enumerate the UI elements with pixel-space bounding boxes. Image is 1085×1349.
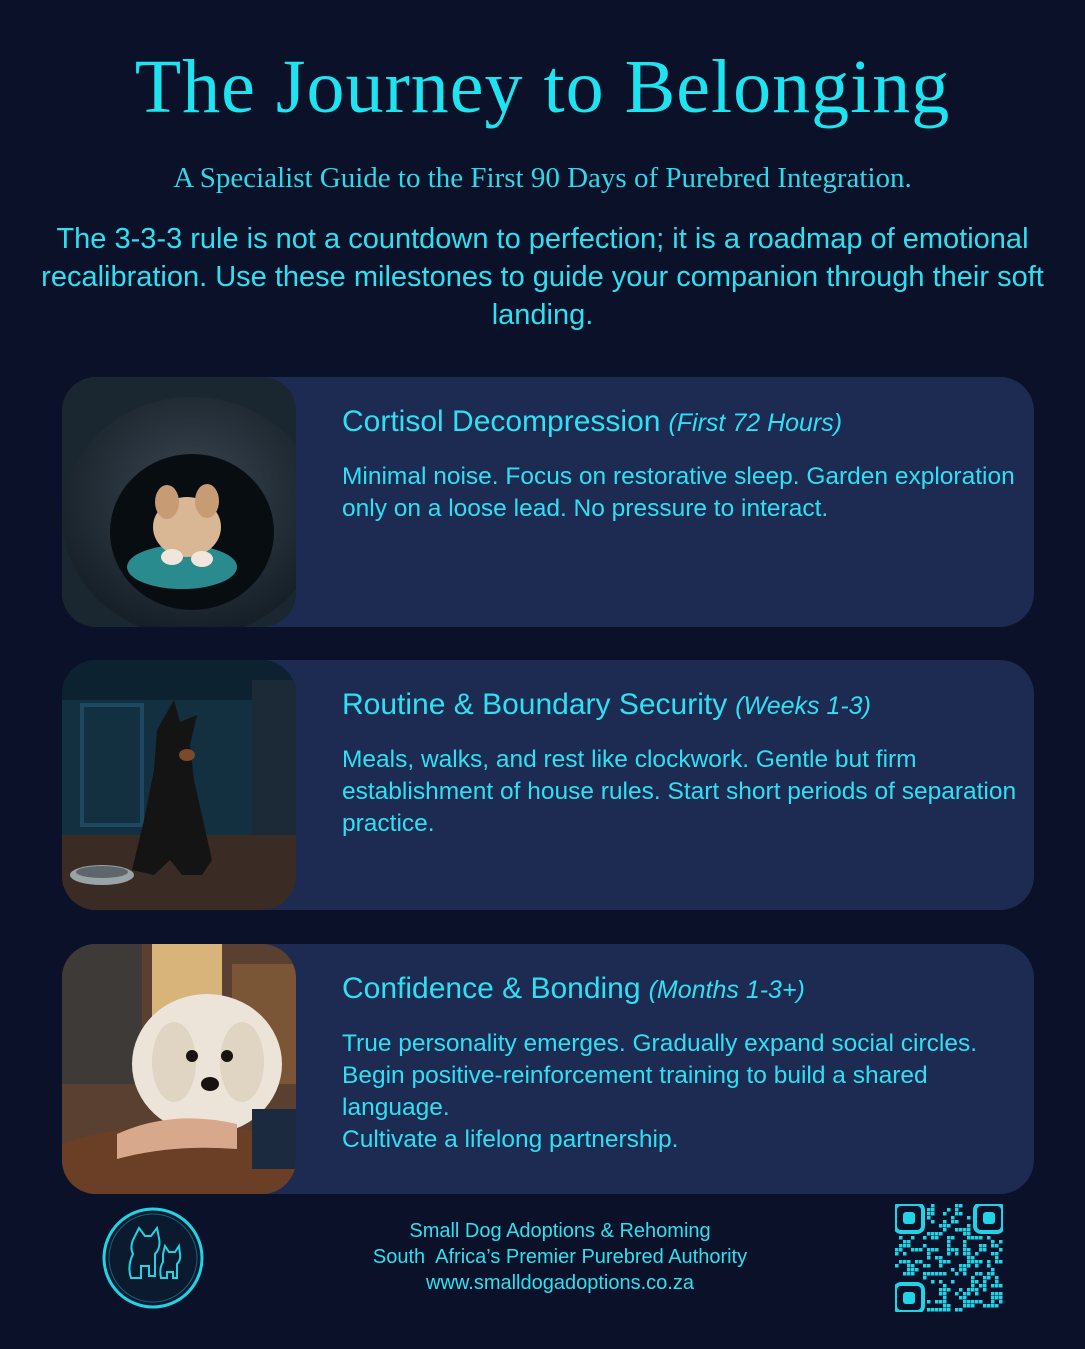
qr-finder-center — [903, 1212, 915, 1224]
qr-module — [987, 1236, 991, 1240]
qr-module — [999, 1292, 1003, 1296]
qr-module — [971, 1288, 975, 1292]
qr-module — [963, 1244, 967, 1248]
qr-module — [939, 1300, 943, 1304]
stage-period: (Months 1-3+) — [648, 976, 805, 1004]
qr-module — [935, 1232, 939, 1236]
qr-module — [947, 1224, 951, 1228]
qr-module — [991, 1300, 995, 1304]
qr-module — [963, 1292, 967, 1296]
qr-module — [979, 1272, 983, 1276]
qr-module — [995, 1304, 999, 1308]
qr-module — [947, 1248, 951, 1252]
qr-module — [927, 1208, 931, 1212]
stage-text: True personality emerges. Gradually expand social circles. Begin positive-reinforcement training to build a shared language. — [342, 1030, 978, 1121]
qr-module — [939, 1280, 943, 1284]
qr-module — [903, 1240, 907, 1244]
page-subtitle: A Specialist Guide to the First 90 Days of Purebred Integration. — [173, 162, 912, 194]
qr-module — [987, 1304, 991, 1308]
qr-module — [991, 1268, 995, 1272]
qr-module — [911, 1268, 915, 1272]
qr-module — [959, 1228, 963, 1232]
qr-module — [931, 1212, 935, 1216]
qr-module — [939, 1224, 943, 1228]
qr-module — [927, 1308, 931, 1312]
qr-module — [975, 1300, 979, 1304]
qr-module — [999, 1260, 1003, 1264]
qr-module — [947, 1288, 951, 1292]
qr-module — [975, 1264, 979, 1268]
qr-module — [919, 1260, 923, 1264]
stage-heading — [342, 688, 871, 722]
qr-module — [947, 1252, 951, 1256]
qr-module — [963, 1252, 967, 1256]
qr-module — [935, 1256, 939, 1260]
qr-module — [931, 1236, 935, 1240]
qr-module — [943, 1212, 947, 1216]
stage-card-decompression — [62, 377, 1034, 627]
qr-module — [955, 1208, 959, 1212]
qr-module — [999, 1296, 1003, 1300]
qr-module — [991, 1292, 995, 1296]
qr-module — [983, 1248, 987, 1252]
qr-module — [967, 1248, 971, 1252]
qr-module — [983, 1244, 987, 1248]
qr-module — [955, 1220, 959, 1224]
qr-module — [911, 1264, 915, 1268]
qr-module — [951, 1216, 955, 1220]
qr-module — [971, 1284, 975, 1288]
qr-module — [963, 1228, 967, 1232]
qr-module — [955, 1292, 959, 1296]
qr-finder-center — [983, 1212, 995, 1224]
qr-module — [971, 1236, 975, 1240]
stage-text: Meals, walks, and rest like clockwork. Gentle but firm establishment of house rules. Start short periods of separation practice. — [342, 746, 1017, 837]
qr-module — [923, 1236, 927, 1240]
qr-module — [927, 1212, 931, 1216]
qr-module — [947, 1304, 951, 1308]
qr-module — [991, 1244, 995, 1248]
qr-module — [943, 1284, 947, 1288]
qr-module — [967, 1228, 971, 1232]
qr-module — [923, 1244, 927, 1248]
qr-module — [995, 1276, 999, 1280]
qr-module — [995, 1260, 999, 1264]
qr-module — [907, 1240, 911, 1244]
qr-module — [923, 1276, 927, 1280]
qr-module — [975, 1260, 979, 1264]
qr-module — [907, 1260, 911, 1264]
qr-module — [927, 1300, 931, 1304]
qr-module — [959, 1204, 963, 1208]
stage-title: Confidence & Bonding — [342, 972, 641, 1005]
qr-module — [971, 1280, 975, 1284]
qr-module — [959, 1264, 963, 1268]
qr-module — [983, 1304, 987, 1308]
qr-module — [907, 1272, 911, 1276]
qr-module — [967, 1260, 971, 1264]
qr-module — [987, 1260, 991, 1264]
qr-module — [959, 1308, 963, 1312]
stage-card-routine — [62, 660, 1034, 910]
website-link[interactable]: www.smalldogadoptions.co.za — [426, 1272, 694, 1294]
qr-module — [895, 1264, 899, 1268]
qr-module — [995, 1252, 999, 1256]
qr-module — [955, 1204, 959, 1208]
qr-module — [963, 1268, 967, 1272]
qr-module — [955, 1228, 959, 1232]
qr-module — [931, 1208, 935, 1212]
stage-title: Cortisol Decompression — [342, 405, 661, 438]
qr-module — [975, 1288, 979, 1292]
qr-module — [979, 1260, 983, 1264]
puppy-in-cave-photo — [62, 377, 296, 627]
qr-module — [995, 1296, 999, 1300]
qr-module — [967, 1236, 971, 1240]
qr-module — [903, 1252, 907, 1256]
qr-module — [951, 1220, 955, 1224]
qr-module — [943, 1292, 947, 1296]
qr-module — [927, 1216, 931, 1220]
qr-module — [979, 1300, 983, 1304]
qr-module — [903, 1272, 907, 1276]
qr-module — [963, 1232, 967, 1236]
qr-module — [931, 1272, 935, 1276]
qr-module — [955, 1212, 959, 1216]
qr-module — [999, 1300, 1003, 1304]
qr-module — [967, 1216, 971, 1220]
qr-module — [955, 1252, 959, 1256]
qr-module — [995, 1292, 999, 1296]
page-title: The Journey to Belonging — [134, 45, 951, 129]
qr-module — [963, 1248, 967, 1252]
qr-module — [911, 1236, 915, 1240]
qr-module — [907, 1268, 911, 1272]
qr-module — [939, 1288, 943, 1292]
stage-heading — [342, 405, 842, 439]
qr-module — [991, 1272, 995, 1276]
qr-module — [927, 1248, 931, 1252]
qr-module — [931, 1248, 935, 1252]
qr-module — [951, 1248, 955, 1252]
qr-module — [899, 1260, 903, 1264]
qr-module — [927, 1272, 931, 1276]
qr-module — [939, 1308, 943, 1312]
qr-module — [987, 1276, 991, 1280]
qr-module — [955, 1308, 959, 1312]
qr-module — [971, 1276, 975, 1280]
stage-title: Routine & Boundary Security — [342, 688, 728, 721]
qr-module — [943, 1296, 947, 1300]
qr-module — [947, 1208, 951, 1212]
qr-module — [967, 1288, 971, 1292]
qr-module — [935, 1308, 939, 1312]
qr-module — [943, 1304, 947, 1308]
qr-module — [967, 1264, 971, 1268]
qr-module — [951, 1236, 955, 1240]
qr-module — [979, 1248, 983, 1252]
qr-module — [943, 1228, 947, 1232]
qr-module — [963, 1264, 967, 1268]
stage-text: Minimal noise. Focus on restorative sleep. Garden exploration only on a loose lead. No pressure to interact. — [342, 463, 1015, 522]
white-dog-photo — [62, 944, 296, 1194]
stage-period: (First 72 Hours) — [668, 409, 843, 437]
qr-module — [943, 1288, 947, 1292]
doberman-photo — [62, 660, 296, 910]
qr-module — [995, 1244, 999, 1248]
qr-module — [967, 1292, 971, 1296]
qr-module — [999, 1240, 1003, 1244]
qr-module — [939, 1260, 943, 1264]
qr-module — [959, 1288, 963, 1292]
qr-module — [991, 1304, 995, 1308]
qr-module — [915, 1268, 919, 1272]
qr-module — [947, 1240, 951, 1244]
qr-module — [971, 1304, 975, 1308]
qr-module — [919, 1248, 923, 1252]
qr-module — [923, 1272, 927, 1276]
org-name: Small Dog Adoptions & Rehoming — [409, 1220, 711, 1242]
qr-module — [979, 1244, 983, 1248]
qr-module — [963, 1304, 967, 1308]
qr-module — [907, 1244, 911, 1248]
qr-module — [943, 1272, 947, 1276]
qr-module — [943, 1308, 947, 1312]
qr-module — [923, 1264, 927, 1268]
qr-module — [963, 1272, 967, 1276]
qr-module — [935, 1272, 939, 1276]
qr-module — [971, 1256, 975, 1260]
qr-module — [943, 1260, 947, 1264]
qr-module — [991, 1252, 995, 1256]
qr-module — [939, 1232, 943, 1236]
qr-module — [967, 1256, 971, 1260]
qr-module — [899, 1236, 903, 1240]
qr-module — [959, 1268, 963, 1272]
qr-module — [955, 1272, 959, 1276]
qr-module — [975, 1280, 979, 1284]
qr-module — [967, 1300, 971, 1304]
qr-module — [895, 1248, 899, 1252]
qr-module — [975, 1272, 979, 1276]
qr-module — [987, 1272, 991, 1276]
qr-module — [931, 1308, 935, 1312]
qr-module — [979, 1284, 983, 1288]
qr-module — [983, 1280, 987, 1284]
qr-module — [915, 1260, 919, 1264]
footer-info — [300, 1218, 820, 1296]
qr-module — [955, 1248, 959, 1252]
qr-module — [999, 1248, 1003, 1252]
dog-logo-icon — [101, 1206, 205, 1310]
qr-module — [943, 1224, 947, 1228]
qr-module — [907, 1264, 911, 1268]
qr-finder-center — [903, 1292, 915, 1304]
qr-module — [991, 1284, 995, 1288]
qr-module — [939, 1292, 943, 1296]
qr-module — [951, 1280, 955, 1284]
qr-module — [935, 1248, 939, 1252]
qr-module — [927, 1256, 931, 1260]
qr-module — [967, 1224, 971, 1228]
qr-module — [983, 1276, 987, 1280]
qr-module — [947, 1236, 951, 1240]
qr-module — [931, 1220, 935, 1224]
qr-code-icon[interactable] — [895, 1204, 1003, 1312]
qr-module — [903, 1260, 907, 1264]
qr-module — [903, 1244, 907, 1248]
stage-body — [342, 461, 1022, 525]
qr-module — [911, 1272, 915, 1276]
qr-module — [991, 1240, 995, 1244]
qr-module — [947, 1260, 951, 1264]
qr-module — [927, 1252, 931, 1256]
qr-module — [959, 1296, 963, 1300]
qr-module — [967, 1232, 971, 1236]
stage-body — [342, 1028, 1022, 1156]
qr-module — [979, 1236, 983, 1240]
qr-module — [927, 1264, 931, 1268]
qr-module — [995, 1280, 999, 1284]
qr-module — [967, 1252, 971, 1256]
qr-module — [931, 1204, 935, 1208]
qr-module — [963, 1296, 967, 1300]
qr-module — [999, 1284, 1003, 1288]
qr-module — [931, 1232, 935, 1236]
qr-module — [899, 1248, 903, 1252]
qr-module — [971, 1300, 975, 1304]
qr-module — [975, 1252, 979, 1256]
qr-module — [959, 1212, 963, 1216]
qr-module — [995, 1256, 999, 1260]
qr-module — [975, 1236, 979, 1240]
qr-module — [927, 1232, 931, 1236]
org-tagline: South Africa’s Premier Purebred Authority — [372, 1246, 748, 1268]
qr-module — [983, 1284, 987, 1288]
qr-module — [899, 1244, 903, 1248]
qr-module — [931, 1280, 935, 1284]
stage-heading — [342, 972, 805, 1006]
qr-module — [951, 1268, 955, 1272]
stage-text: Cultivate a lifelong partnership. — [342, 1126, 679, 1153]
qr-module — [967, 1304, 971, 1308]
stage-body — [342, 744, 1022, 840]
qr-module — [971, 1260, 975, 1264]
intro-text: The 3-3-3 rule is not a countdown to perfection; it is a roadmap of emotional recalibration. Use these milestones to guide your companion through their soft landing. — [41, 223, 1044, 331]
qr-module — [975, 1292, 979, 1296]
stage-period: (Weeks 1-3) — [735, 692, 871, 720]
qr-module — [963, 1240, 967, 1244]
qr-module — [947, 1244, 951, 1248]
qr-module — [895, 1252, 899, 1256]
qr-module — [943, 1220, 947, 1224]
qr-module — [947, 1308, 951, 1312]
qr-module — [987, 1264, 991, 1268]
qr-module — [943, 1300, 947, 1304]
stage-card-bonding — [62, 944, 1034, 1194]
qr-module — [963, 1300, 967, 1304]
qr-module — [911, 1248, 915, 1252]
qr-module — [983, 1288, 987, 1292]
qr-module — [935, 1236, 939, 1240]
qr-module — [991, 1296, 995, 1300]
qr-module — [935, 1300, 939, 1304]
qr-module — [995, 1284, 999, 1288]
qr-module — [939, 1272, 943, 1276]
qr-module — [939, 1256, 943, 1260]
qr-module — [939, 1264, 943, 1268]
qr-module — [915, 1248, 919, 1252]
